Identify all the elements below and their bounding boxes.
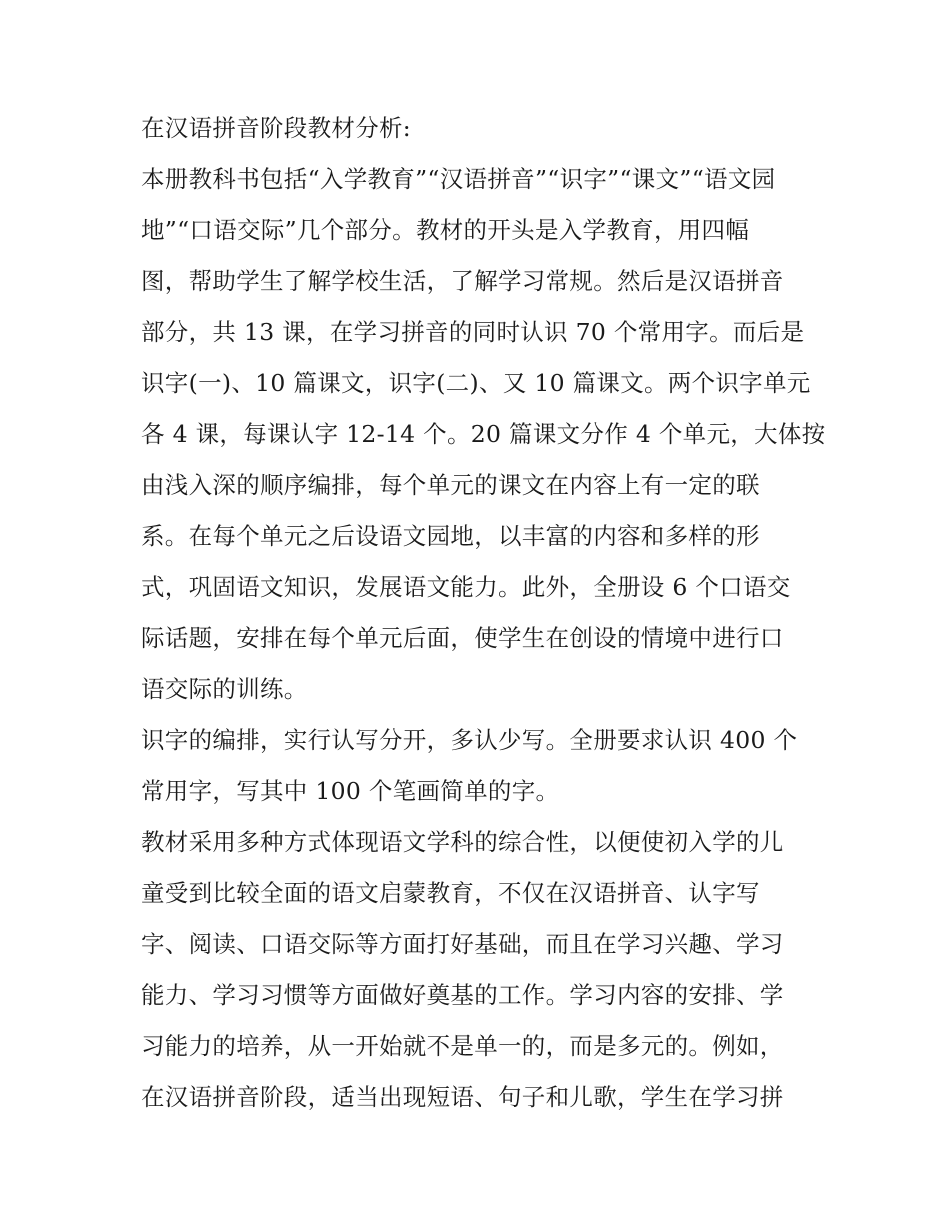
text-line: 各 4 课，每课认字 12-14 个。20 篇课文分作 4 个单元，大体按	[141, 420, 826, 448]
text-line: 地”“口语交际”几个部分。教材的开头是入学教育，用四幅	[141, 216, 750, 244]
text-line: 童受到比较全面的语文启蒙教育，不仅在汉语拼音、认字写	[141, 879, 760, 907]
text-line: 图，帮助学生了解学校生活，了解学习常规。然后是汉语拼音	[141, 267, 784, 295]
text-line: 识字(一)、10 篇课文，识字(二)、又 10 篇课文。两个识字单元	[141, 369, 811, 397]
text-line: 式，巩固语文知识，发展语文能力。此外，全册设 6 个口语交	[141, 573, 791, 601]
text-line: 本册教科书包括“入学教育”“汉语拼音”“识字”“课文”“语文园	[141, 165, 776, 193]
text-line: 语交际的训练。	[141, 675, 308, 703]
text-line: 常用字，写其中 100 个笔画简单的字。	[141, 777, 560, 805]
text-line-heading: 在汉语拼音阶段教材分析:	[141, 114, 412, 142]
text-line: 由浅入深的顺序编排，每个单元的课文在内容上有一定的联	[141, 471, 760, 499]
text-line: 识字的编排，实行认写分开，多认少写。全册要求认识 400 个	[141, 726, 798, 754]
text-line: 习能力的培养，从一开始就不是单一的，而是多元的。例如，	[141, 1032, 784, 1060]
document-body	[141, 103, 826, 1123]
text-line: 能力、学习习惯等方面做好奠基的工作。学习内容的安排、学	[141, 981, 784, 1009]
text-line: 字、阅读、口语交际等方面打好基础，而且在学习兴趣、学习	[141, 930, 784, 958]
text-line: 部分，共 13 课，在学习拼音的同时认识 70 个常用字。而后是	[141, 318, 805, 346]
text-line: 在汉语拼音阶段，适当出现短语、句子和儿歌，学生在学习拼	[141, 1083, 784, 1111]
text-line: 际话题，安排在每个单元后面，使学生在创设的情境中进行口	[141, 624, 784, 652]
text-line: 教材采用多种方式体现语文学科的综合性，以便使初入学的儿	[141, 828, 784, 856]
text-line: 系。在每个单元之后设语文园地，以丰富的内容和多样的形	[141, 522, 760, 550]
